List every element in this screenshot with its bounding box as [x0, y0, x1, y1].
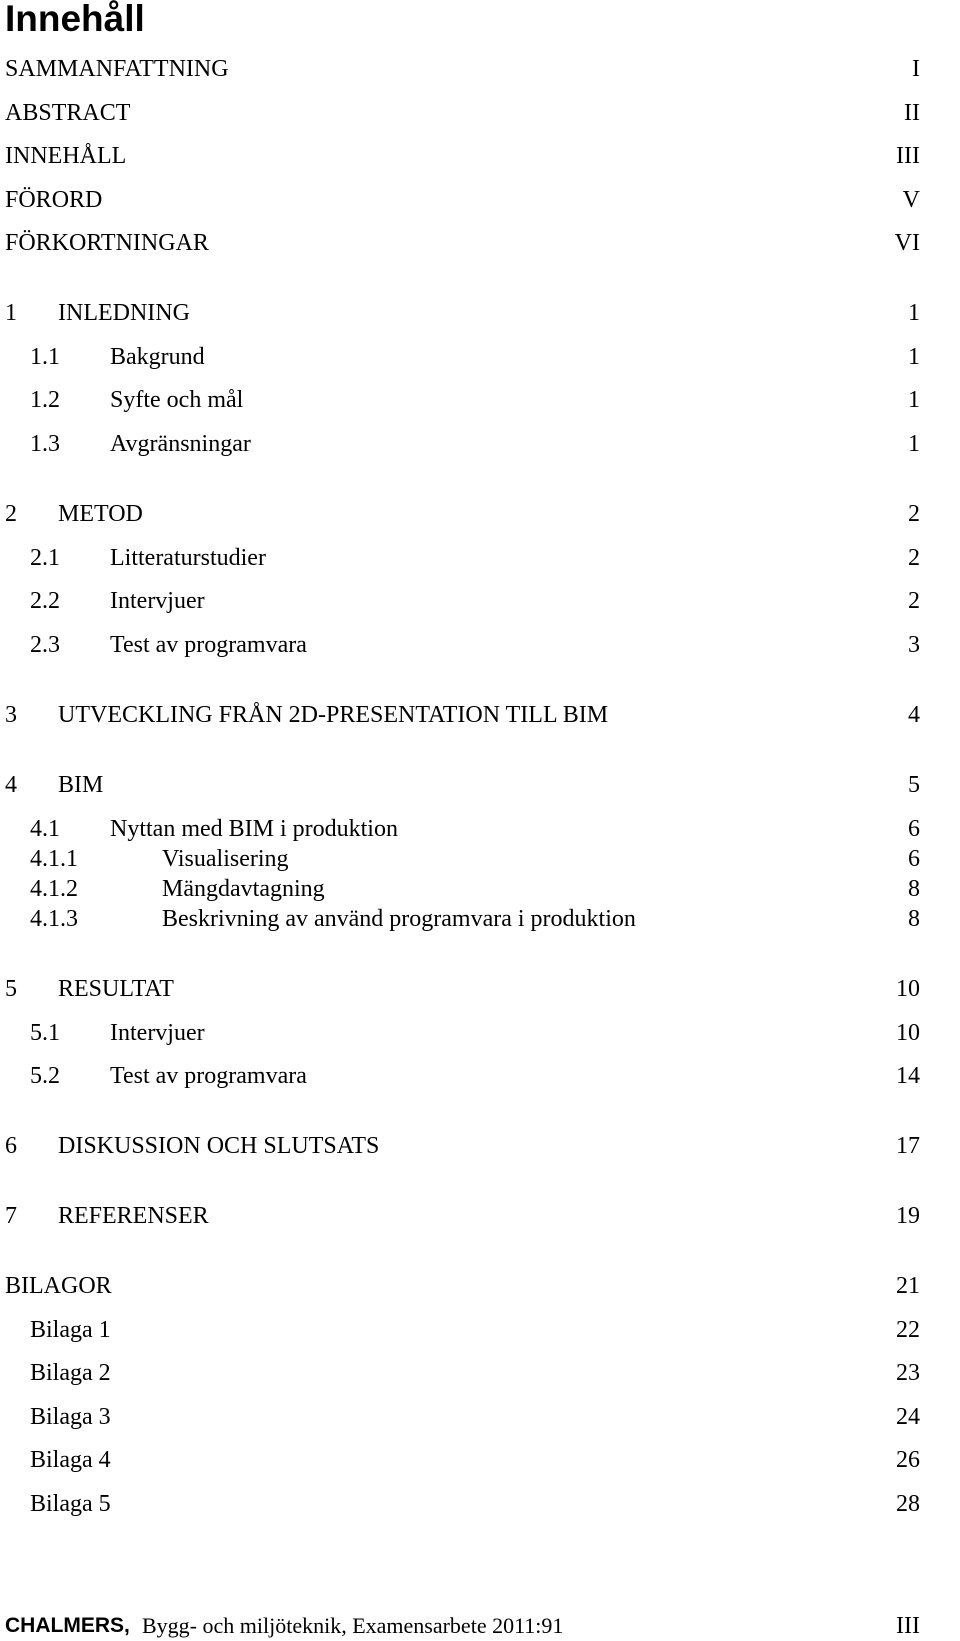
toc-entry-label: METOD	[58, 501, 143, 527]
toc-entry-page: 6	[908, 816, 920, 842]
toc-entry-bilaga-3[interactable]	[0, 1401, 960, 1433]
toc-entry-4-1-2[interactable]	[0, 873, 960, 905]
toc-entry-number: 1.2	[30, 387, 60, 413]
toc-entry-1-1[interactable]	[0, 341, 960, 373]
toc-entry-page: 3	[908, 632, 920, 658]
toc-entry-label: Bilaga 4	[30, 1447, 111, 1473]
toc-entry-label: Test av programvara	[110, 632, 307, 658]
toc-entry-page: 2	[908, 545, 920, 571]
toc-entry-4[interactable]	[0, 769, 960, 801]
toc-entry-label: ABSTRACT	[5, 100, 131, 126]
toc-entry-label: Intervjuer	[110, 1020, 205, 1046]
toc-entry-bilaga-4[interactable]	[0, 1444, 960, 1476]
toc-entry-page: I	[912, 56, 920, 82]
toc-entry-label: Test av programvara	[110, 1063, 307, 1089]
toc-entry-page: 24	[896, 1404, 920, 1430]
toc-entry-number: 4.1.2	[30, 876, 78, 902]
toc-entry-number: 5.2	[30, 1063, 60, 1089]
toc-entry-label: FÖRORD	[5, 187, 103, 213]
toc-entry-1[interactable]	[0, 297, 960, 329]
toc-entry-3[interactable]	[0, 699, 960, 731]
toc-entry-label: Syfte och mål	[110, 387, 244, 413]
toc-entry-page: 23	[896, 1360, 920, 1386]
toc-entry-bilaga-5[interactable]	[0, 1488, 960, 1520]
toc-entry-5-2[interactable]	[0, 1060, 960, 1092]
toc-entry-number: 1	[5, 300, 17, 326]
toc-entry-label: FÖRKORTNINGAR	[5, 230, 209, 256]
toc-entry-5[interactable]	[0, 973, 960, 1005]
toc-entry-bilaga-1[interactable]	[0, 1314, 960, 1346]
toc-entry-label: BILAGOR	[5, 1273, 112, 1299]
toc-entry-page: 19	[896, 1203, 920, 1229]
toc-entry-label: Litteraturstudier	[110, 545, 266, 571]
toc-entry-label: Bakgrund	[110, 344, 205, 370]
footer-separator: ,	[124, 1614, 130, 1637]
toc-entry-label: Intervjuer	[110, 588, 205, 614]
toc-entry-label: UTVECKLING FRÅN 2D-PRESENTATION TILL BIM	[58, 702, 609, 728]
toc-entry-page: 26	[896, 1447, 920, 1473]
toc-entry-label: Bilaga 3	[30, 1404, 111, 1430]
toc-entry-page: 14	[896, 1063, 920, 1089]
toc-entry-page: 10	[896, 976, 920, 1002]
toc-entry-number: 2.2	[30, 588, 60, 614]
toc-entry-number: 4	[5, 772, 17, 798]
toc-entry-2-3[interactable]	[0, 629, 960, 661]
toc-entry-sammanfattning[interactable]	[0, 53, 960, 85]
toc-entry-forord[interactable]	[0, 184, 960, 216]
toc-entry-page: III	[896, 143, 920, 169]
toc-entry-4-1[interactable]	[0, 813, 960, 845]
footer-department: Bygg- och miljöteknik, Examensarbete 2011:91	[142, 1613, 564, 1638]
toc-entry-page: 8	[908, 906, 920, 932]
toc-entry-label: REFERENSER	[58, 1203, 209, 1229]
toc-entry-bilaga-2[interactable]	[0, 1357, 960, 1389]
toc-entry-label: Bilaga 5	[30, 1491, 111, 1517]
toc-entry-page: 28	[896, 1491, 920, 1517]
toc-entry-label: Avgränsningar	[110, 431, 251, 457]
toc-entry-page: 1	[908, 431, 920, 457]
page-title: Innehåll	[5, 0, 145, 39]
toc-entry-number: 1.1	[30, 344, 60, 370]
toc-entry-page: 22	[896, 1317, 920, 1343]
toc-entry-1-2[interactable]	[0, 384, 960, 416]
footer-organization: CHALMERS,	[5, 1614, 130, 1637]
toc-entry-number: 3	[5, 702, 17, 728]
toc-entry-number: 2.3	[30, 632, 60, 658]
toc-entry-page: 1	[908, 387, 920, 413]
toc-entry-label: Mängdavtagning	[162, 876, 325, 902]
footer-page-number: III	[896, 1613, 920, 1639]
toc-entry-page: 8	[908, 876, 920, 902]
toc-entry-label: Visualisering	[162, 846, 289, 872]
toc-entry-number: 1.3	[30, 431, 60, 457]
toc-entry-label: DISKUSSION OCH SLUTSATS	[58, 1133, 380, 1159]
toc-entry-page: 17	[896, 1133, 920, 1159]
toc-entry-abstract[interactable]	[0, 97, 960, 129]
toc-entry-number: 6	[5, 1133, 17, 1159]
toc-entry-page: 1	[908, 344, 920, 370]
toc-entry-4-1-3[interactable]	[0, 903, 960, 935]
toc-entry-label: INNEHÅLL	[5, 143, 127, 169]
toc-entry-innehall[interactable]	[0, 140, 960, 172]
toc-entry-page: 21	[896, 1273, 920, 1299]
toc-entry-label: Bilaga 1	[30, 1317, 111, 1343]
toc-entry-number: 5	[5, 976, 17, 1002]
toc-entry-label: INLEDNING	[58, 300, 190, 326]
toc-entry-page: 2	[908, 501, 920, 527]
toc-entry-2-2[interactable]	[0, 585, 960, 617]
toc-entry-2[interactable]	[0, 498, 960, 530]
toc-entry-label: Bilaga 2	[30, 1360, 111, 1386]
page-footer	[0, 1611, 960, 1641]
toc-entry-page: 10	[896, 1020, 920, 1046]
toc-entry-number: 4.1.3	[30, 906, 78, 932]
toc-entry-number: 4.1.1	[30, 846, 78, 872]
toc-entry-number: 5.1	[30, 1020, 60, 1046]
toc-entry-label: Nyttan med BIM i produktion	[110, 816, 398, 842]
toc-entry-7[interactable]	[0, 1200, 960, 1232]
toc-entry-number: 4.1	[30, 816, 60, 842]
toc-entry-label: BIM	[58, 772, 104, 798]
toc-entry-2-1[interactable]	[0, 542, 960, 574]
toc-entry-5-1[interactable]	[0, 1017, 960, 1049]
toc-entry-page: 2	[908, 588, 920, 614]
toc-entry-label: RESULTAT	[58, 976, 174, 1002]
toc-entry-label: Beskrivning av använd programvara i produktion	[162, 906, 636, 932]
toc-entry-page: V	[902, 187, 920, 213]
toc-entry-1-3[interactable]	[0, 428, 960, 460]
toc-entry-6[interactable]	[0, 1130, 960, 1162]
toc-entry-forkortningar[interactable]	[0, 227, 960, 259]
toc-entry-number: 7	[5, 1203, 17, 1229]
toc-entry-number: 2.1	[30, 545, 60, 571]
toc-entry-page: 5	[908, 772, 920, 798]
toc-entry-page: 6	[908, 846, 920, 872]
toc-entry-page: 1	[908, 300, 920, 326]
toc-entry-page: 4	[908, 702, 920, 728]
toc-entry-label: SAMMANFATTNING	[5, 56, 229, 82]
toc-entry-page: II	[904, 100, 920, 126]
toc-entry-4-1-1[interactable]	[0, 843, 960, 875]
toc-entry-bilagor[interactable]	[0, 1270, 960, 1302]
toc-entry-number: 2	[5, 501, 17, 527]
toc-entry-page: VI	[894, 230, 920, 256]
